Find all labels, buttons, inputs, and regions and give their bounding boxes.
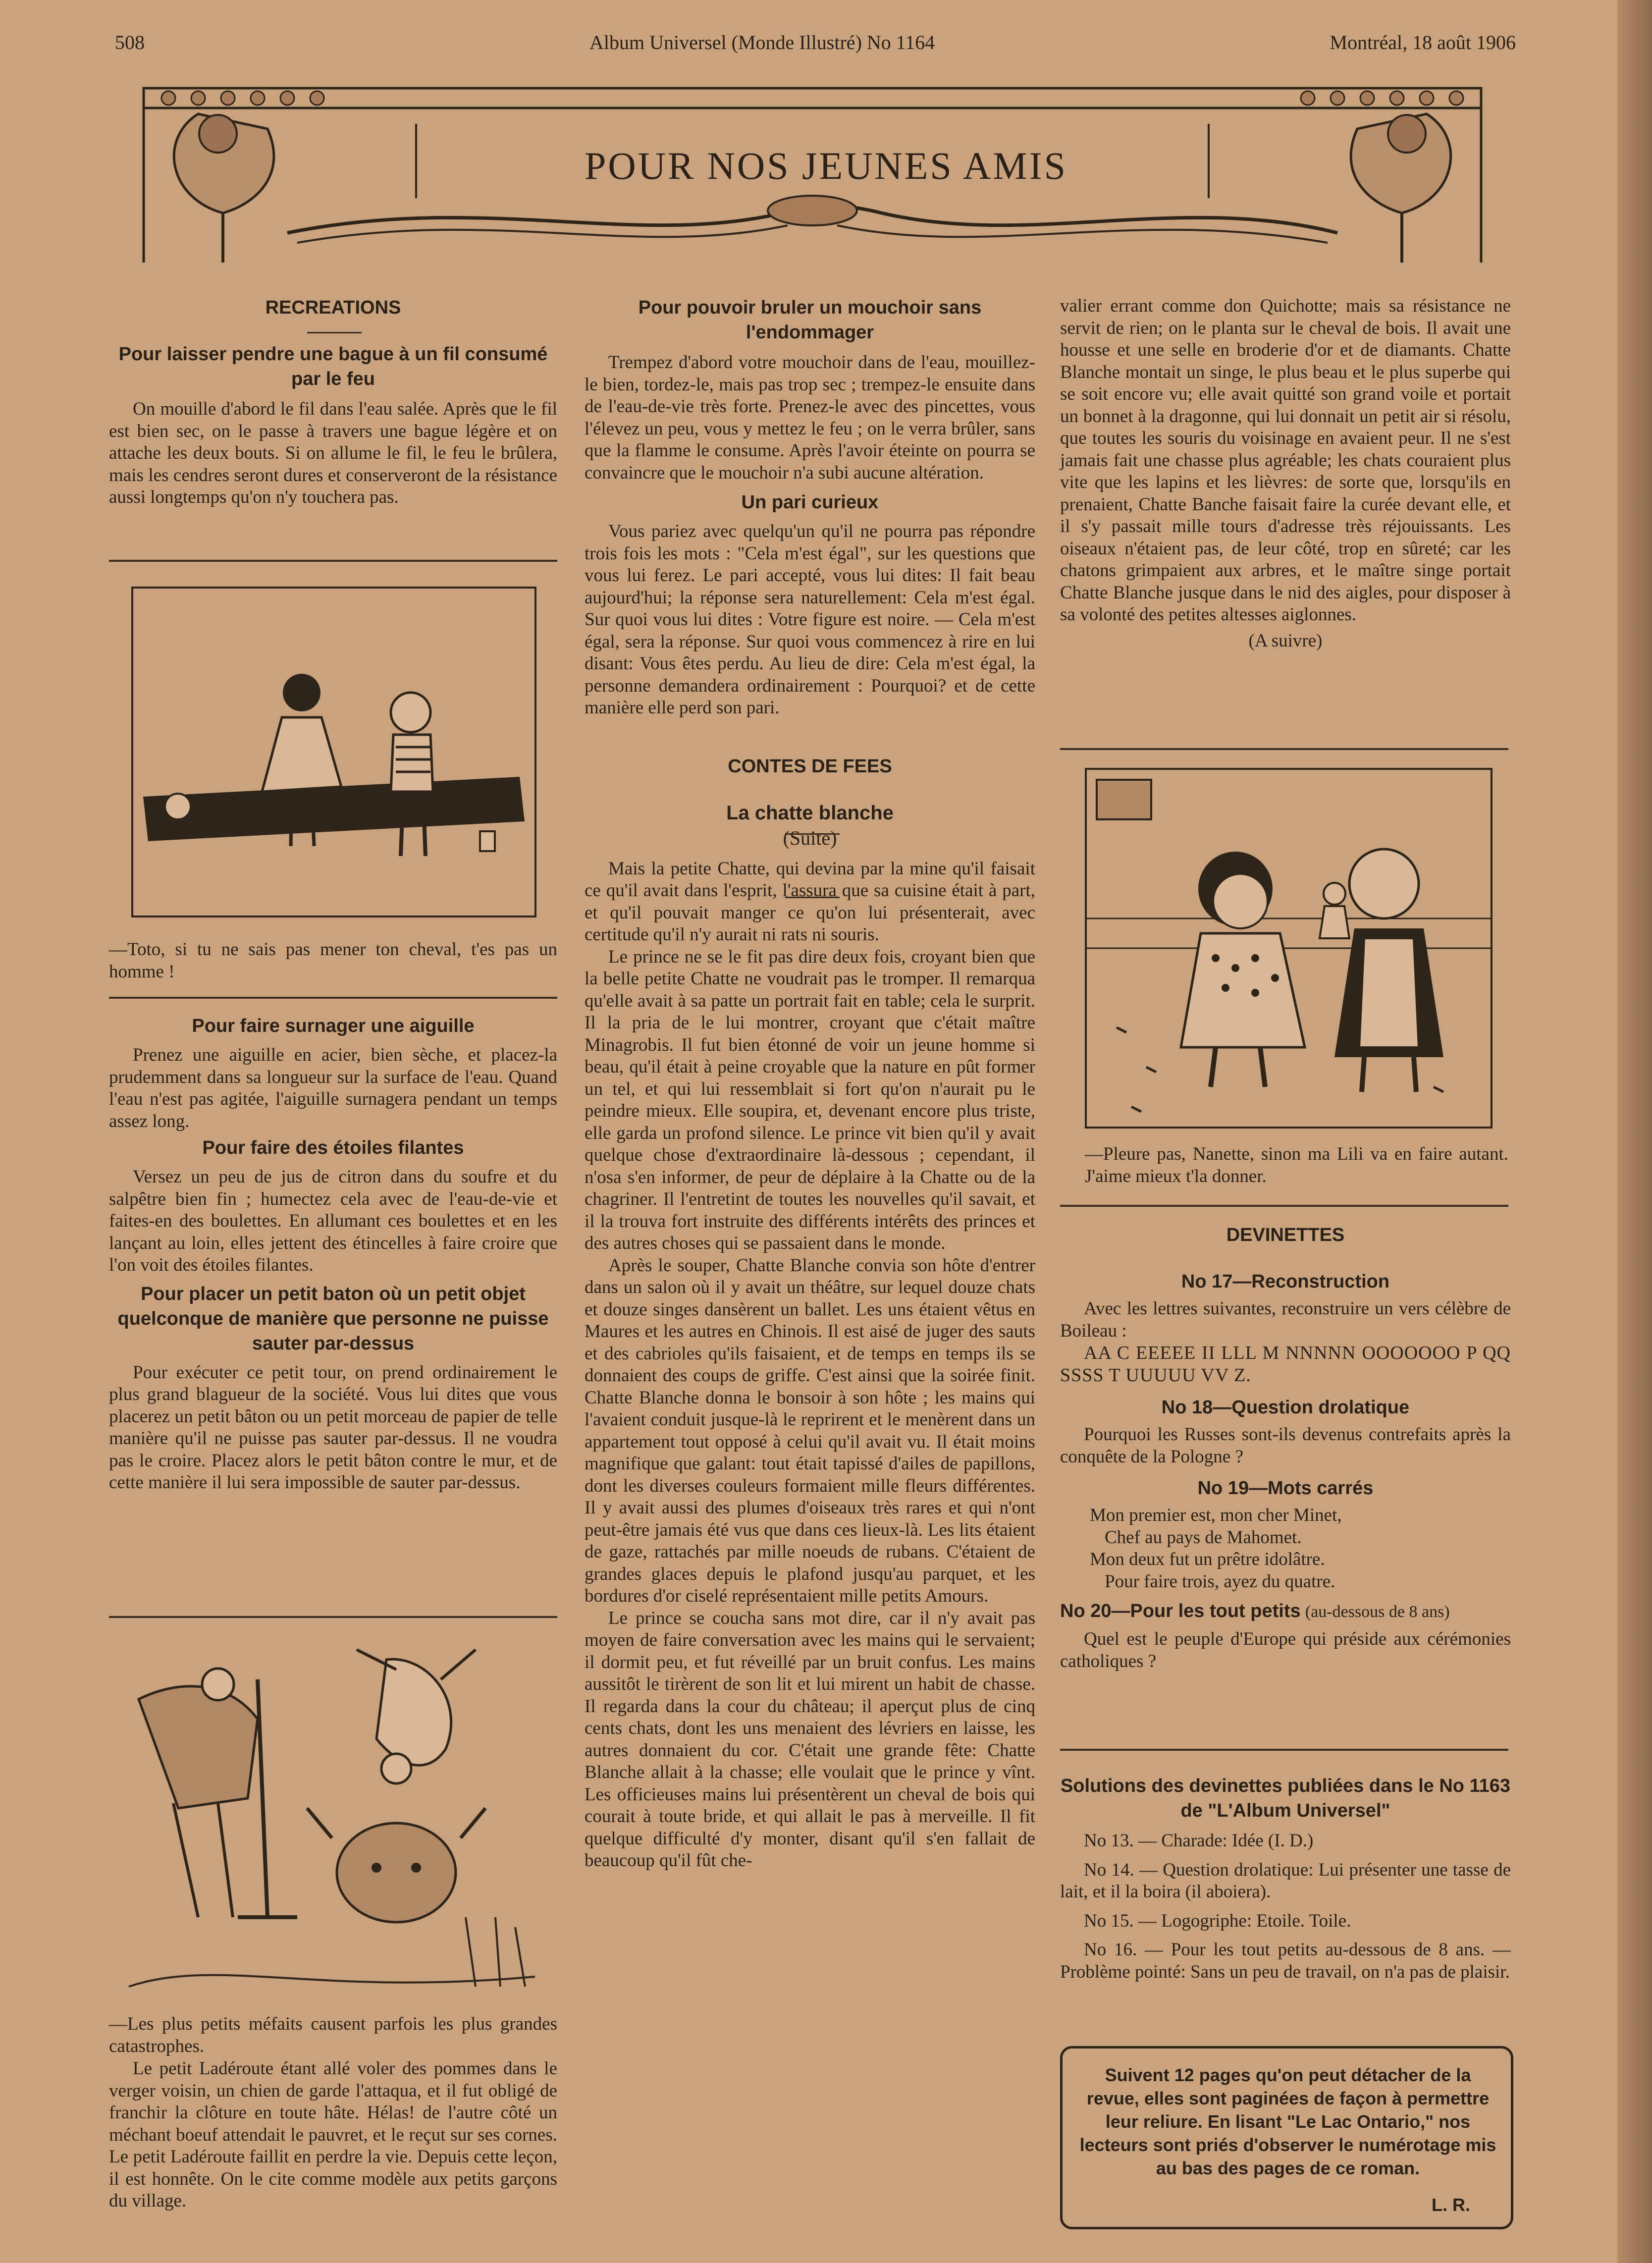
story-continuation: valier errant comme don Quichotte; mais sa résistance ne servit de rien; on le planta sur le cheval de bois. Il avait une housse et une selle en broderie d'or et de diamants. Chatte Blanche montait un singe, le plus beau et le plus superbe qui se soit encore vu; elle avait quitté son grand voile et portait un bonnet à la dragonne, qui lui donnait un petit air si résolu, que toutes les souris du voisinage en avaient peur. Il ne s'est jamais fait une chasse plus agréable; les chats couraient plus vite que les lapins et les lièvres: de sorte que, lorsqu'ils en prenaient, Chatte Banche faisait faire la curée devant elle, et il s'y passait mille tours d'adresse très réjouissants. Les oiseaux n'étaient pas, de leur côté, trop en sûreté; car les chatons grimpaient aux arbres, et le maître singe portait Chatte Blanche jusque dans le nid des aigles, pour disposer à sa volonté des petites altesses aiglonnes. (1060, 296, 1511, 625)
divider (1060, 1749, 1508, 1751)
riddle-19-line-1: Mon premier est, mon cher Minet, (1090, 1505, 1342, 1525)
article-text-baton: Pour exécuter ce petit tour, on prend ordinairement le plus grand blagueur de la société. Vous lui dites que vous placerez un petit bâton ou un petit morceau de papier de telle manière qu'il ne puisse pas sauter par-dessus. Il ne voudra pas le croire. Placez alors le petit bâton contre le mur, et de cette manière il lui sera impossible de sauter par-dessus. (109, 1362, 557, 1493)
notice-text: Suivent 12 pages qu'on peut détacher de la revue, elles sont paginées de façon à permettre leur reliure. En lisant "Le Lac Ontario," nos lecteurs sont priés d'observer le numérotage mis au bas des pages de ce roman. (1079, 2065, 1496, 2178)
column-3-top (1060, 295, 1511, 652)
column-3-devinettes (1060, 1223, 1511, 1672)
banner-title: POUR NOS JEUNES AMIS (584, 144, 1068, 187)
article-title-pari: Un pari curieux (741, 492, 879, 513)
illustration-apple-thief (119, 1640, 545, 2006)
article-text-etoiles: Versez un peu de jus de citron dans du soufre et du salpêtre bien fin ; humectez cela avec de l'eau-de-vie et faites-en des boulettes. En allumant ces boulettes et en les lançant au loin, elles jettent des étincelles à faire croire que l'on voit des étoiles filantes. (109, 1167, 557, 1275)
column-2 (585, 295, 1035, 1872)
article-title-etoiles: Pour faire des étoiles filantes (202, 1137, 464, 1158)
column-1-bottom (109, 2058, 557, 2212)
caption-cartoon-1: —Toto, si tu ne sais pas mener ton cheval, t'es pas un homme ! (109, 939, 557, 982)
solutions-title: Solutions des devinettes publiées dans le No 1163 de "L'Album Universel" (1060, 1776, 1511, 1821)
riddle-19-title: No 19—Mots carrés (1197, 1478, 1374, 1499)
to-be-continued: (A suivre) (1248, 630, 1323, 651)
illustration-two-girls-doll (1085, 768, 1492, 1129)
story-title-chatte: La chatte blanche (726, 802, 894, 824)
solution-16: No 16. — Pour les tout petits au-dessous de 8 ans. — Problème pointé: Sans un peu de travail, on n'a pas de plaisir. (1060, 1940, 1511, 1982)
riddle-17-letters: AA C EEEEE II LLL M NNNNN OOOOOOO P QQ SSSS T UUUUU VV Z. (1060, 1343, 1511, 1386)
riddle-18-text: Pourquoi les Russes sont-ils devenus contrefaits après la conquête de la Pologne ? (1060, 1424, 1511, 1467)
page-number: 508 (115, 31, 145, 54)
article-text-bague: On mouille d'abord le fil dans l'eau salée. Après que le fil est bien sec, on le passe à travers une bague légère et on attache les deux bouts. Si on allume le fil, le feu le brûlera, mais les cendres seront dures et conserveront de la résistance aussi longtemps qu'on n'y touchera pas. (109, 399, 557, 507)
article-title-baton: Pour placer un petit baton où un petit objet quelconque de manière que personne ne puisse sauter par-dessus (117, 1283, 549, 1354)
riddle-19-line-3: Mon deux fut un prêtre idolâtre. (1090, 1549, 1325, 1569)
divider (785, 897, 840, 898)
caption-cartoon-3: —Pleure pas, Nanette, sinon ma Lili va en faire autant. J'aime mieux t'la donner. (1085, 1144, 1508, 1186)
divider (785, 833, 840, 835)
riddle-20-subtitle: (au-dessous de 8 ans) (1305, 1603, 1450, 1621)
illustration-children-on-log (131, 587, 536, 917)
story-subtitle: (Suite) (783, 826, 837, 849)
article-text-pari: Vous pariez avec quelqu'un qu'il ne pourra pas répondre trois fois les mots : "Cela m'est égal", sur les questions que vous lui ferez. Le pari accepté, vous lui dites: Il fait beau aujourd'hui; la réponse sera naturellement: Cela m'est égal. Sur quoi vous lui dites : Votre figure est noire. — Cela m'est égal, sera la réponse. Sur quoi vous commencez à rire en lui disant: Vous êtes perdu. Au lieu de dire: Cela m'est égal, la personne demandera ordinairement : Pourquoi? et de cette manière elle perd son pari. (585, 521, 1035, 718)
section-heading-contes: CONTES DE FEES (728, 755, 892, 777)
column-1-middle (109, 1014, 557, 1494)
story-paragraph-1: Mais la petite Chatte, qui devina par la mine qu'il faisait ce qu'il avait dans l'esprit, l'assura que sa cuisine était à part, et qu'il pouvait manger ce qu'on lui présenterait, avec certitude qu'il n'y aurait ni rats ni souris. (585, 858, 1035, 945)
article-text-aiguille: Prenez une aiguille en acier, bien sèche, et placez-la prudemment dans sa longueur sur la surface de l'eau. Quand l'eau n'est pas agitée, l'aiguille surnagera pendant un temps assez long. (109, 1045, 557, 1132)
divider (109, 1616, 557, 1618)
divider (1060, 748, 1508, 750)
solution-15: No 15. — Logogriphe: Etoile. Toile. (1084, 1910, 1351, 1931)
story-paragraph-2: Le prince ne se le fit pas dire deux fois, croyant bien que la belle petite Chatte ne voudrait pas le tromper. Il remarqua qu'elle avait à sa patte un portrait fait en table; cela le surprit. Il la pria de le lui montrer, croyant que c'était maître Minagrobis. Il fut bien étonné de voir un jeune homme si beau, qu'il était à peine croyable que la nature en pût former un tel, et qui lui ressemblait si fort qu'on n'aurait pu le peindre mieux. Elle soupira, et, devenant encore plus triste, elle garda un profond silence. Le prince vit bien qu'il y avait quelque chose d'extraordinaire là-dessous ; cependant, il n'osa s'en informer, de peur de déplaire à la Chatte ou de la chagriner. Il l'entretint de toutes les nouvelles qu'il savait, et il la trouva fort instruite des différents intérêts des princes et des autres choses qui se passaient dans le monde. (585, 946, 1035, 1253)
riddle-18-title: No 18—Question drolatique (1161, 1397, 1410, 1418)
riddle-19-line-4: Pour faire trois, ayez du quatre. (1105, 1571, 1335, 1592)
notice-signature: L. R. (1432, 2195, 1470, 2215)
article-title-mouchoir: Pour pouvoir bruler un mouchoir sans l'endommager (638, 297, 982, 343)
solution-13: No 13. — Charade: Idée (I. D.) (1084, 1831, 1314, 1851)
caption-cartoon-2: —Les plus petits méfaits causent parfois les plus grandes catastrophes. (109, 2014, 557, 2056)
story-paragraph-3: Après le souper, Chatte Blanche convia son hôte d'entrer dans un salon où il y avait un théâtre, sur lequel douze chats et douze singes dansèrent un ballet. Les uns étaient vêtus en Maures et les autres en Chinois. Il est aisé de juger des sauts et des cabrioles qu'ils faisaient, et de temps en temps ils se donnaient des coups de griffe. C'est ainsi que la soirée finit. Chatte Blanche donna le bonsoir à son hôte ; les mains qui l'avaient conduit jusque-là le reprirent et le menèrent dans un appartement tout opposé à celui qu'il avait vu. Il était moins magnifique que galant: tout était tapissé d'ailes de papillons, dont les diverses couleurs formaient mille fleurs différentes. Il y avait aussi des plumes d'oiseaux très rares et qui n'ont peut-être jamais été vus que dans ces lieux-là. Les lits étaient de gaze, rattachés par mille noeuds de rubans. C'étaient de grandes glaces depuis le plafond jusqu'au parquet, et les bordures d'or ciselé représentaient mille petits Amours. (585, 1255, 1035, 1606)
section-heading-devinettes: DEVINETTES (1226, 1225, 1345, 1245)
article-text-mouchoir: Trempez d'abord votre mouchoir dans de l'eau, mouillez-le bien, tordez-le, mais pas trop sec ; trempez-le ensuite dans de l'eau-de-vie très forte. Prenez-le avec des pincettes, vous l'élevez un peu, vous y mettez le feu ; on le verra brûler, sans que la flamme le consume. Après l'avoir éteinte on pourra se convaincre que le mouchoir n'a subi aucune altération. (585, 352, 1035, 483)
riddle-17-text: Avec les lettres suivantes, reconstruire un vers célèbre de Boileau : (1060, 1298, 1511, 1341)
divider (307, 332, 362, 333)
divider (1060, 1205, 1508, 1207)
section-heading-recreations: RECREATIONS (265, 297, 401, 318)
divider (109, 997, 557, 999)
divider (109, 560, 557, 562)
article-title-bague: Pour laisser pendre une bague à un fil consumé par le feu (118, 344, 548, 389)
column-3-solutions (1060, 1774, 1511, 1983)
publication-title: Album Universel (Monde Illustré) No 1164 (589, 31, 935, 54)
riddle-19-line-2: Chef au pays de Mahomet. (1105, 1527, 1302, 1548)
riddle-17-title: No 17—Reconstruction (1181, 1271, 1390, 1292)
story-paragraph-4: Le prince se coucha sans mot dire, car il n'y avait pas moyen de faire conversation avec les mains qui le servaient; il dormit peu, et fut réveillé par un bruit confus. Les mains aussitôt le tirèrent de son lit et lui mirent un habit de chasse. Il regarda dans la cour du château; il aperçut plus de cinq cents chats, dont les uns menaient des lévriers en laisse, les autres donnaient du cor. C'était une grande fête: Chatte Blanche allait à la chasse; elle voulait que le prince y vînt. Les officieuses mains lui présentèrent un cheval de bois qui courait à toute bride, et qui allait le pas à merveille. Il fit quelque difficulté d'y monter, disant qu'il s'en fallait de beaucoup qu'il fût che- (585, 1608, 1035, 1871)
riddle-20-text: Quel est le peuple d'Europe qui préside aux cérémonies catholiques ? (1060, 1629, 1511, 1671)
page-edge (1617, 0, 1652, 2263)
issue-date: Montréal, 18 août 1906 (1330, 31, 1516, 54)
riddle-20-title: No 20—Pour les tout petits (1060, 1601, 1301, 1621)
column-1-top (109, 295, 557, 509)
solution-14: No 14. — Question drolatique: Lui présenter une tasse de lait, et il la boira (il aboiera). (1060, 1859, 1511, 1902)
article-title-aiguille: Pour faire surnager une aiguille (192, 1016, 475, 1036)
article-text-laderoute: Le petit Ladéroute étant allé voler des pommes dans le verger voisin, un chien de garde l'attaqua, et il fut obligé de franchir la clôture en toute hâte. Hélas! de l'autre côté un méchant boeuf attendait le pauvret, et le reçut sur ses cornes. Le petit Ladéroute faillit en perdre la vie. Depuis cette leçon, il est honnête. On le cite comme modèle aux petits garçons du village. (109, 2058, 557, 2211)
